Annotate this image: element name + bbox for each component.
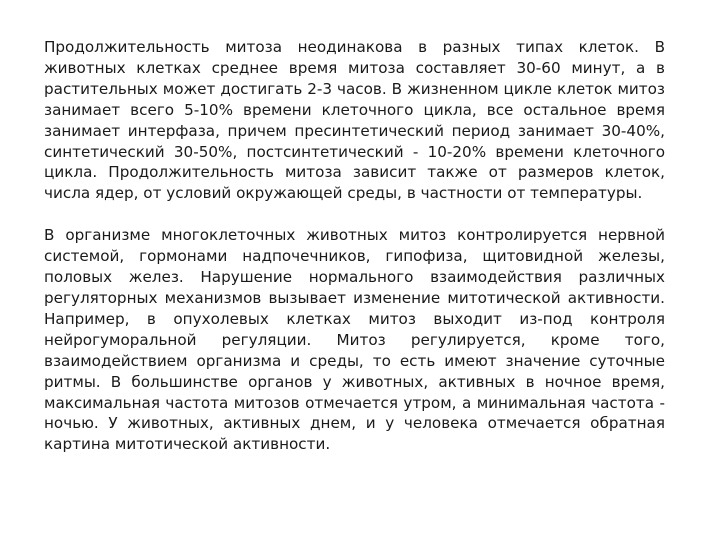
paragraph-mitosis-regulation: В организме многоклеточных животных митоз контролируется нервной системой, гормонами надпочечников, гипофиза, щитовидной железы, половых желез. Нарушение нормального взаимодействия различных регуляторных механизмов вызывает изменение митотической активности. Например, в опухолевых клетках митоз выходит из-под контроля нейрогуморальной регуляции. Митоз регулируется, кроме того, взаимодействием организма и среды, то есть имеют значение суточные ритмы. В большинстве органов у животных, активных в ночное время, максимальная частота митозов отмечается утром, а минимальная частота - ночью. У животных, активных днем, и у человека отмечается обратная картина митотической активности.	[44, 226, 665, 454]
text-body	[44, 37, 665, 455]
paragraph-mitosis-duration: Продолжительность митоза неодинакова в разных типах клеток. В животных клетках среднее время митоза составляет 30-60 минут, а в растительных может достигать 2-3 часов. В жизненном цикле клеток митоз занимает всего 5-10% времени клеточного цикла, все остальное время занимает интерфаза, причем пресинтетический период занимает 30-40%, синтетический 30-50%, постсинтетический - 10-20% времени клеточного цикла. Продолжительность митоза зависит также от размеров клеток, числа ядер, от условий окружающей среды, в частности от температуры.	[44, 38, 665, 203]
